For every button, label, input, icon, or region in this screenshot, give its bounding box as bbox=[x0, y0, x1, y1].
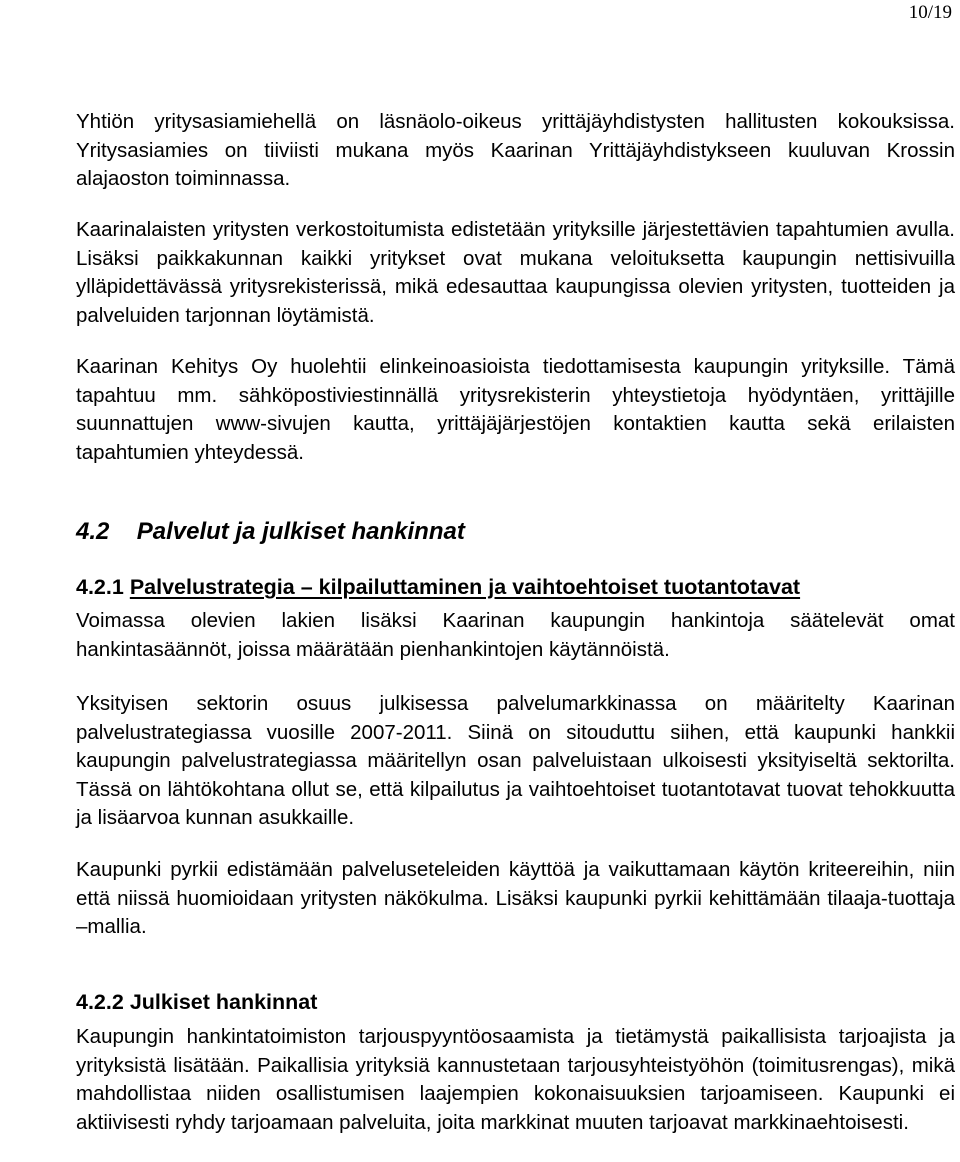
subsection-number: 4.2.2 bbox=[76, 990, 124, 1014]
paragraph-text: Kaupungin hankintatoimiston tarjouspyyntöosaamista ja tietämystä paikallisista tarjoajista ja yrityksistä lisätään. Paikallisia yrityksiä kannustetaan tarjousyhteistyöhön (toimitusrengas), mikä mahdollistaa niiden osallistumisen laajempien kokonaisuuksien tarjoamiseen. Kaupunki ei aktiivisesti ryhdy tarjoamaan palveluita, joita markkinat muuten tarjoavat markkinaehtoisesti. bbox=[76, 1025, 955, 1134]
subsection-heading bbox=[76, 988, 955, 1016]
paragraph bbox=[76, 856, 955, 942]
paragraph bbox=[76, 607, 955, 664]
paragraph-text: Kaarinan Kehitys Oy huolehtii elinkeinoasioista tiedottamisesta kaupungin yrityksille. Tämä tapahtuu mm. sähköpostiviestinnällä yritysrekisterin yhteystietoja hyödyntäen, yrittäjille suunnattujen www-sivujen kautta, yrittäjäjärjestöjen kontaktien kautta sekä erilaisten tapahtumien yhteydessä. bbox=[76, 355, 955, 464]
section-title: Palvelut ja julkiset hankinnat bbox=[136, 518, 465, 545]
subsection-number: 4.2.1 bbox=[76, 575, 124, 599]
paragraph-text: Kaupunki pyrkii edistämään palveluseteleiden käyttöä ja vaikuttamaan käytön kriteereihin, niin että niissä huomioidaan yritysten näkökulma. Lisäksi kaupunki pyrkii kehittämään tilaaja-tuottaja –mallia. bbox=[76, 858, 955, 938]
paragraph-text: Yksityisen sektorin osuus julkisessa palvelumarkkinassa on määritelty Kaarinan palvelustrategiassa vuosille 2007-2011. Siinä on sitouduttu siihen, että kaupunki hankkii kaupungin palvelustrategiassa määritellyn osan palveluistaan ulkoisesti yksityiseltä sektorilta. Tässä on lähtökohtana ollut se, että kilpailutus ja vaihtoehtoiset tuotantotavat tuovat tehokkuutta ja lisäarvoa kunnan asukkaille. bbox=[76, 692, 955, 829]
paragraph bbox=[76, 216, 955, 330]
section-heading bbox=[76, 517, 465, 547]
paragraph bbox=[76, 108, 955, 194]
paragraph-text: Kaarinalaisten yritysten verkostoitumista edistetään yrityksille järjestettävien tapahtumien avulla. Lisäksi paikkakunnan kaikki yritykset ovat mukana veloituksetta kaupungin nettisivuilla ylläpidettävässä yritysrekisterissä, mikä edesauttaa kaupungissa olevien yritysten, tuotteiden ja palveluiden tarjonnan löytämistä. bbox=[76, 218, 955, 327]
page-number: 10/19 bbox=[908, 2, 952, 23]
section-number: 4.2 bbox=[76, 518, 110, 545]
paragraph bbox=[76, 1023, 955, 1137]
subsection-title: Julkiset hankinnat bbox=[129, 990, 318, 1014]
subsection-heading bbox=[76, 573, 955, 601]
paragraph bbox=[76, 690, 955, 833]
paragraph bbox=[76, 353, 955, 467]
paragraph-text: Yhtiön yritysasiamiehellä on läsnäolo-oikeus yrittäjäyhdistysten hallitusten kokouksissa. Yritysasiamies on tiiviisti mukana myös Kaarinan Yrittäjäyhdistykseen kuuluvan Krossin alajaoston toiminnassa. bbox=[76, 110, 955, 190]
subsection-title: Palvelustrategia – kilpailuttaminen ja vaihtoehtoiset tuotantotavat bbox=[129, 575, 801, 599]
paragraph-text: Voimassa olevien lakien lisäksi Kaarinan kaupungin hankintoja säätelevät omat hankintasäännöt, joissa määrätään pienhankintojen käytännöistä. bbox=[76, 609, 955, 661]
